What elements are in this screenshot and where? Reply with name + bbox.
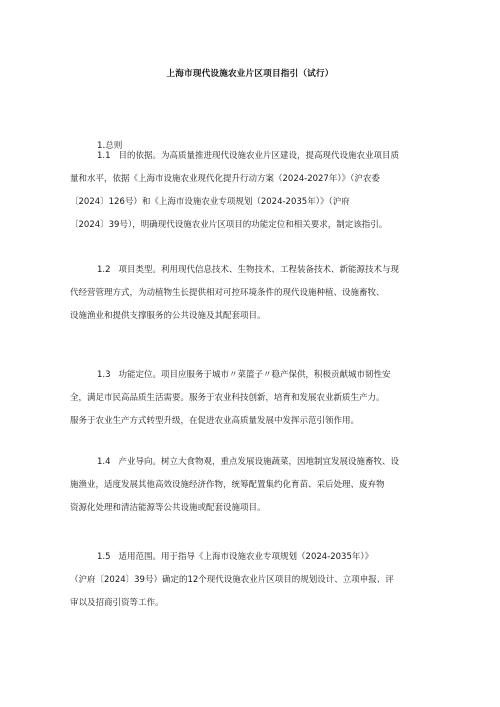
paragraph-line: 1.1 目的依据。为高质量推进现代设施农业片区建设，提高现代设施农业项目质 bbox=[97, 151, 400, 161]
paragraph-line: 施渔业，适度发展其他高效设施经济作物，统筹配置集约化育苗、采后处理、废弃物 bbox=[70, 480, 385, 490]
paragraph-1-4 bbox=[70, 451, 438, 520]
paragraph-line: 服务于农业生产方式转型升级，在促进农业高质量发展中发挥示范引领作用。 bbox=[70, 416, 360, 426]
section-heading-general: 1.总则 bbox=[97, 141, 123, 151]
clause-number: 1.2 bbox=[97, 265, 111, 275]
paragraph-line: 全，满足市民高品质生活需要。服务于农业科技创新，培育和发展农业新质生产力。 bbox=[70, 393, 385, 403]
paragraph-line: 1.5 适用范围。用于指导《上海市设施农业专项规划（2024-2035年）》 bbox=[97, 552, 374, 562]
clause-number: 1.5 bbox=[97, 552, 111, 562]
paragraph-line: 〔2024〕126号）和《上海市设施农业专项规划（2024-2035年）》（沪府 bbox=[70, 197, 350, 207]
paragraph-1-5 bbox=[70, 546, 438, 615]
paragraph-line: 设施渔业和提供支撑服务的公共设施及其配套项目。 bbox=[70, 311, 266, 321]
paragraph-line: 资源化处理和清洁能源等公共设施或配套设施项目。 bbox=[70, 503, 266, 513]
clause-number: 1.3 bbox=[97, 370, 111, 380]
paragraph-line: （沪府〔2024〕39号）确定的12个现代设施农业片区项目的规划设计、立项申报、评 bbox=[70, 575, 394, 585]
paragraph-1-1 bbox=[70, 145, 438, 237]
paragraph-line: 1.3 功能定位。项目应服务于城市〃菜篮子〃稳产保供，积极贡献城市韧性安 bbox=[97, 370, 391, 380]
paragraph-line: 量和水平，依据《上海市设施农业现代化提升行动方案（2024-2027年）》（沪农委 bbox=[70, 174, 380, 184]
paragraph-1-3 bbox=[70, 364, 438, 433]
paragraph-line: 审以及招商引资等工作。 bbox=[70, 598, 164, 608]
paragraph-line: 1.2 项目类型。利用现代信息技术、生物技术、工程装备技术、新能源技术与现 bbox=[97, 265, 400, 275]
clause-number: 1.4 bbox=[97, 457, 111, 467]
paragraph-line: 1.4 产业导向。树立大食物观，重点发展设施蔬菜，因地制宜发展设施畜牧、设 bbox=[97, 457, 400, 467]
paragraph-1-2 bbox=[70, 259, 438, 328]
paragraph-line: 〔2024〕39号），明确现代设施农业片区项目的功能定位和相关要求，制定该指引。 bbox=[70, 220, 388, 230]
paragraph-line: 代经营管理方式，为动植物生长提供相对可控环境条件的现代设施种植、设施畜牧、 bbox=[70, 288, 385, 298]
clause-number: 1.1 bbox=[97, 151, 111, 161]
document-title: 上海市现代设施农业片区项目指引（试行） bbox=[166, 69, 334, 79]
